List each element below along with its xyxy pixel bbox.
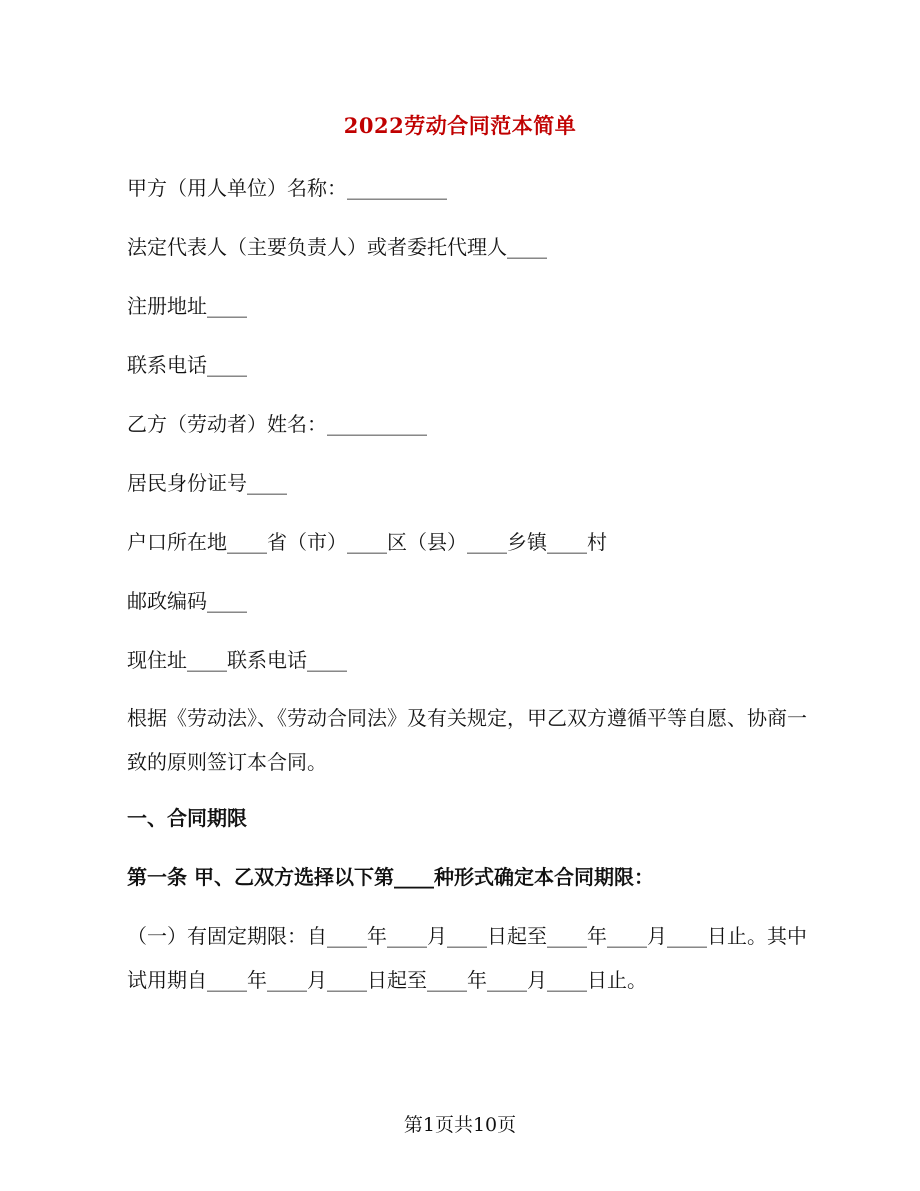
household-registration-line: 户口所在地____省（市）____区（县）____乡镇____村 [127,530,607,554]
postal-code-line: 邮政编码____ [127,589,247,613]
article-one: 第一条 甲、乙双方选择以下第____种形式确定本合同期限： [127,865,654,889]
employee-name-line: 乙方（劳动者）姓名：__________ [127,412,427,436]
id-number-line: 居民身份证号____ [127,471,287,495]
basis-paragraph: 根据《劳动法》、《劳动合同法》及有关规定，甲乙双方遵循平等自愿、协商一致的原则签订本合同。 [127,706,807,774]
section-heading: 一、合同期限 [127,806,247,830]
legal-representative-line: 法定代表人（主要负责人）或者委托代理人____ [127,235,547,259]
current-address-line: 现住址____联系电话____ [127,648,347,672]
registered-address-line: 注册地址____ [127,294,247,318]
employer-phone-line: 联系电话____ [127,353,247,377]
document-title: 2022劳动合同范本简单 [343,113,577,138]
employer-name-line: 甲方（用人单位）名称：__________ [127,176,447,200]
fixed-term-paragraph: （一）有固定期限：自____年____月____日起至____年____月____日止。其中试用期自____年____月____日起至____年____月____日止。 [127,924,807,992]
page-indicator: 第1页共10页 [403,1114,517,1136]
